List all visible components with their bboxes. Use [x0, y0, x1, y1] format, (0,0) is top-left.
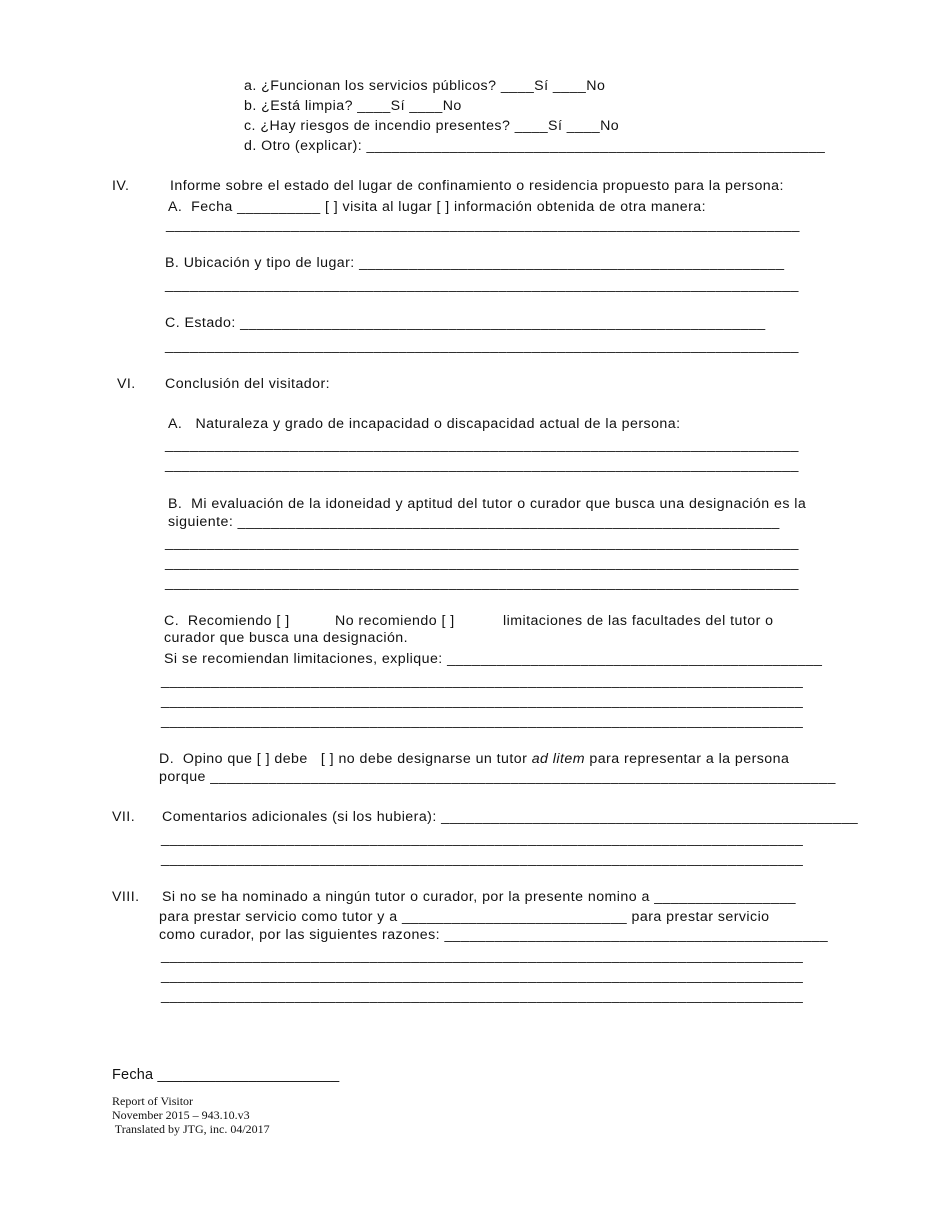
section-vii-blank-1: _____________________________________________________________________________ [161, 831, 804, 847]
section-viii-line3: como curador, por las siguientes razones: ______________________________________________ [159, 927, 829, 943]
section-vi-item-c-blank-3: _____________________________________________________________________________ [161, 713, 804, 729]
section-vi-item-d-ad-litem: ad litem [531, 751, 585, 767]
section-iv-heading: Informe sobre el estado del lugar de confinamiento o residencia propuesto para la persona: [170, 178, 784, 194]
section-vi-item-c-no-recomiendo: No recomiendo [ ] [335, 613, 455, 629]
section-vi-item-a-blank-1: ____________________________________________________________________________ [165, 437, 799, 453]
section-vi-item-a-blank-2: ____________________________________________________________________________ [165, 457, 799, 473]
section-iv-item-c-blank: ____________________________________________________________________________ [165, 338, 799, 354]
section-vii-blank-2: _____________________________________________________________________________ [161, 851, 804, 867]
section-vi-item-b-line1: B. Mi evaluación de la idoneidad y aptitud del tutor o curador que busca una designación es la [168, 496, 807, 512]
section-vii-numeral: VII. [112, 809, 136, 825]
section-vi-item-b-blank-2: ____________________________________________________________________________ [165, 555, 799, 571]
section-vi-item-b-blank-1: ____________________________________________________________________________ [165, 535, 799, 551]
section-vi-item-d-post: para representar a la persona [584, 751, 790, 767]
question-a: a. ¿Funcionan los servicios públicos? ____Sí ____No [244, 78, 606, 94]
section-vi-item-d-pre: D. Opino que [ ] debe [ ] no debe designarse un tutor [159, 751, 532, 767]
section-vi-item-d-line2: porque ___________________________________________________________________________ [159, 769, 836, 785]
section-iv-item-b-blank: ____________________________________________________________________________ [165, 277, 799, 293]
section-iv-item-a: A. Fecha __________ [ ] visita al lugar [ ] información obtenida de otra manera: [168, 199, 707, 215]
section-vi-item-b-line2: siguiente: _________________________________________________________________ [168, 514, 780, 530]
section-vii-heading: Comentarios adicionales (si los hubiera): __________________________________________________ [162, 809, 859, 825]
section-vi-item-c-line2: curador que busca una designación. [164, 630, 409, 646]
section-vi-heading: Conclusión del visitador: [165, 376, 331, 392]
section-iv-item-b: B. Ubicación y tipo de lugar: ___________________________________________________ [165, 255, 785, 271]
section-vi-item-c-blank-1: _____________________________________________________________________________ [161, 673, 804, 689]
section-viii-line2: para prestar servicio como tutor y a ___________________________ para prestar servicio [159, 909, 770, 925]
section-vi-item-c-line3: Si se recomiendan limitaciones, explique: _____________________________________________ [164, 651, 823, 667]
section-vi-item-a: A. Naturaleza y grado de incapacidad o discapacidad actual de la persona: [168, 416, 681, 432]
fecha-signature-line: Fecha ______________________ [112, 1067, 340, 1083]
section-iv-numeral: IV. [112, 178, 130, 194]
footer-translation-credit: Translated by JTG, inc. 04/2017 [112, 1122, 270, 1136]
section-iv-item-c: C. Estado: _______________________________________________________________ [165, 315, 766, 331]
section-viii-blank-2: _____________________________________________________________________________ [161, 968, 804, 984]
question-d: d. Otro (explicar): _______________________________________________________ [244, 138, 826, 154]
section-vi-item-d-line1 [159, 752, 789, 766]
section-vi-item-c-limitaciones: limitaciones de las facultades del tutor o [503, 613, 774, 629]
section-vi-item-c-recomiendo: C. Recomiendo [ ] [164, 613, 290, 629]
section-viii-numeral: VIII. [112, 889, 140, 905]
section-vi-numeral: VI. [117, 376, 136, 392]
section-vi-item-c-blank-2: _____________________________________________________________________________ [161, 693, 804, 709]
section-viii-blank-1: _____________________________________________________________________________ [161, 948, 804, 964]
section-viii-blank-3: _____________________________________________________________________________ [161, 988, 804, 1004]
section-vi-item-b-blank-3: ____________________________________________________________________________ [165, 575, 799, 591]
question-b: b. ¿Está limpia? ____Sí ____No [244, 98, 462, 114]
footer-form-title: Report of Visitor [112, 1094, 194, 1108]
footer-form-version: November 2015 – 943.10.v3 [112, 1108, 250, 1122]
section-viii-line1: Si no se ha nominado a ningún tutor o curador, por la presente nomino a _________________ [162, 889, 797, 905]
section-iv-item-a-blank: ____________________________________________________________________________ [166, 217, 800, 233]
question-c: c. ¿Hay riesgos de incendio presentes? ____Sí ____No [244, 118, 620, 134]
